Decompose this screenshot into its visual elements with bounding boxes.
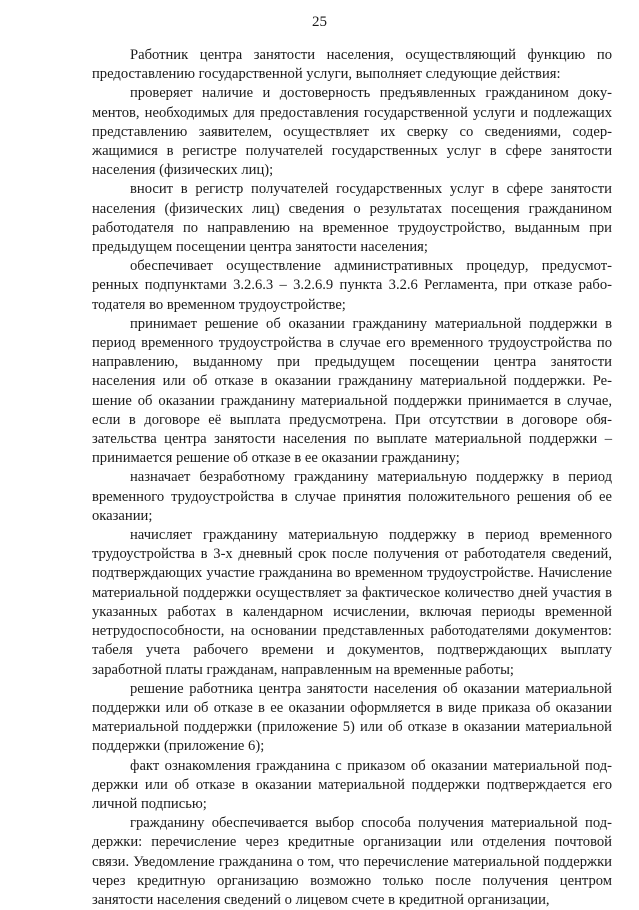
paragraph-check-documents: проверяет наличие и достоверность предъявленных гражданином документов, необходимых для предоставления государственной услуги и подлежащих представлению заявителем, осуществляет их сверку со сведениями, содержащимися в регистре получателей государственных услуг в сфере занятости населения (физических лиц); (92, 85, 612, 179)
paragraph-administrative-procedures: обеспечивает осуществление административных процедур, предусмотренных подпунктами 3.2.6.3 – 3.2.6.9 пункта 3.2.6 Регламента, при отказе работодателя во временном трудоустройстве; (92, 258, 612, 313)
paragraph-support-decision: принимает решение об оказании гражданину материальной поддержки в период временного трудоустройства в случае его временного трудоустройства по направлению, выданному при предыдущем посещении центра занятости населения или об отказе в оказании гражданину материальной поддержки. Решение об оказании гражданину материальной поддержки принимается в случае, если в договоре её выплата предусмотрена. При отсутствии в договоре обязательства центра занятости населения по выплате материальной поддержки – принимается решение об отказе в ее оказании гражданину; (92, 315, 612, 467)
body-text (92, 46, 612, 910)
paragraph-intro: Работник центра занятости населения, осуществляющий функцию по предоставлению государственной услуги, выполняет следующие действия: (92, 47, 612, 83)
paragraph-payment-method: гражданину обеспечивается выбор способа получения материальной поддержки: перечисление через кредитные организации или отделения почтовой связи. Уведомление гражданина о том, что перечисление материальной поддержки через кредитную организацию возможно только после получения центром занятости населения сведений о лицевом счете в кредитной организации, (92, 815, 612, 908)
paragraph-decision-order: решение работника центра занятости населения об оказании материальной поддержки или об отказе в ее оказании оформляется в виде приказа об оказании материальной поддержки (приложение 5) или об отказе в оказании материальной поддержки (приложение 6); (92, 680, 612, 755)
paragraph-calculate-support: начисляет гражданину материальную поддержку в период временного трудоустройства в 3-х дневный срок после получения от работодателя сведений, подтверждающих участие гражданина во временном трудоустройстве. Начисление материальной поддержки осуществляет за фактическое количество дней участия в указанных работах в календарном исчислении, включая периоды временной нетрудоспособности, на основании представленных работодателями документов: табеля учета рабочего времени и документов, подтверждающих выплату заработной платы гражданам, направленным на временные работы; (92, 527, 612, 678)
paragraph-acknowledgement: факт ознакомления гражданина с приказом об оказании материальной поддержки или об отказе в оказании материальной поддержки подтверждается его личной подписью; (92, 757, 612, 812)
page-number: 25 (312, 14, 327, 30)
paragraph-register-entry: вносит в регистр получателей государственных услуг в сфере занятости населения (физических лиц) сведения о результатах посещения гражданином работодателя по направлению на временное трудоустройство, выданным при предыдущем посещении центра занятости населения; (92, 181, 612, 256)
paragraph-assign-support: назначает безработному гражданину материальную поддержку в период временного трудоустройства в случае принятия положительного решения об ее оказании; (92, 469, 612, 524)
